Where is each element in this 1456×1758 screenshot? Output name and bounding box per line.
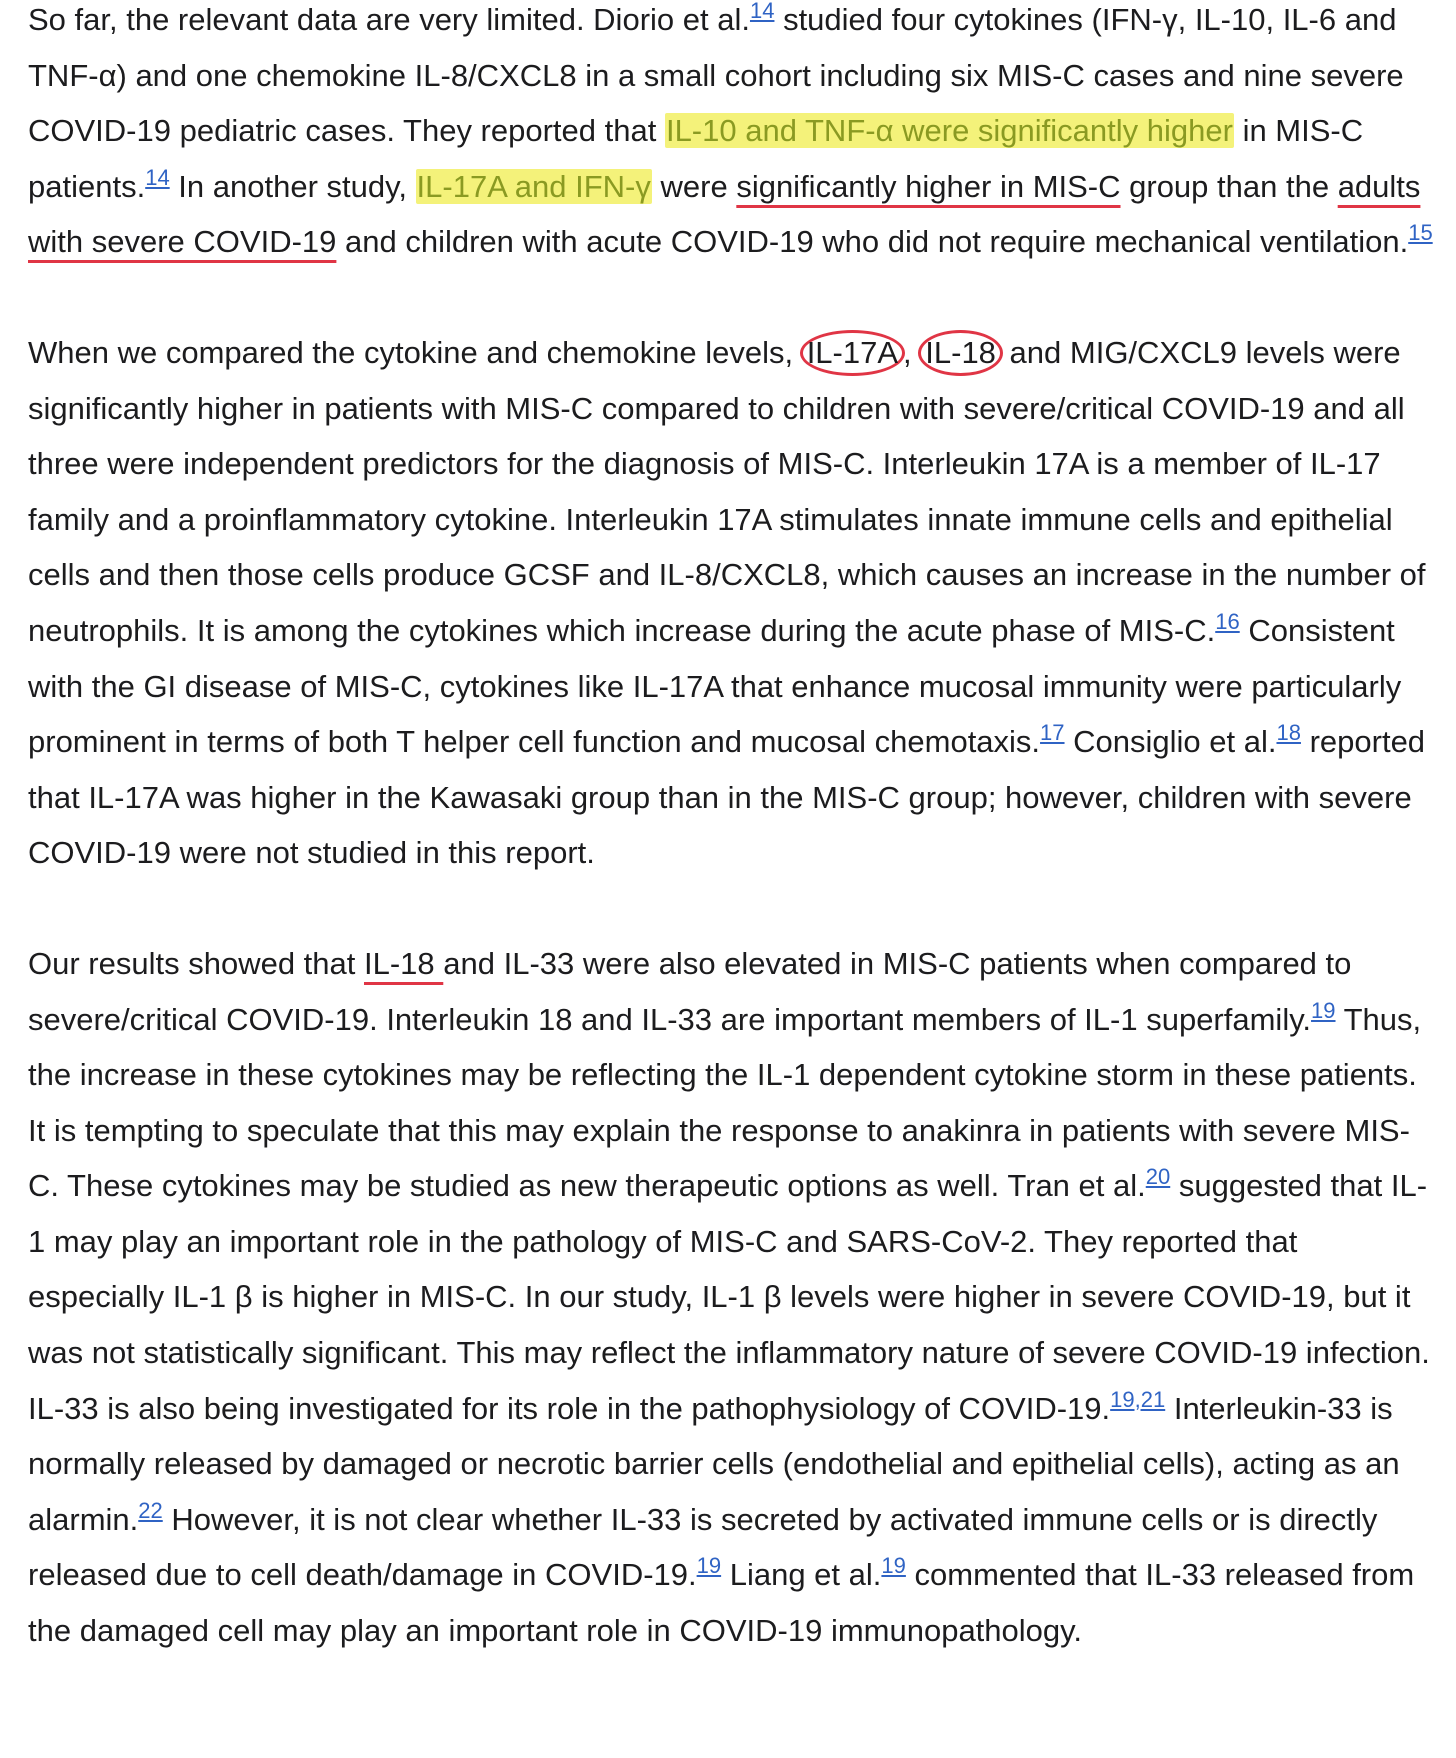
citation-link-18[interactable]: 18	[1276, 720, 1301, 746]
citation-link-22[interactable]: 22	[138, 1497, 163, 1523]
paragraph-1	[28, 0, 1438, 270]
citation-link-16[interactable]: 16	[1215, 608, 1240, 634]
text-span: group than the	[1120, 168, 1338, 204]
text-span: were	[651, 168, 737, 204]
text-span: Interleukin-33 is normally released by damaged or necrotic barrier cells (endothelial and epithelial cells), acting as an alarmin.	[28, 1390, 1400, 1537]
red-underline-annotation: adults with severe COVID-19	[28, 168, 1421, 260]
citation-link-14[interactable]: 14	[145, 164, 170, 190]
red-underline-annotation: significantly higher in MIS-C	[736, 168, 1121, 204]
text-span: When we compared the cytokine and chemokine levels,	[28, 334, 802, 370]
text-span: and children with acute COVID-19 who did not require mechanical ventilation.	[336, 224, 1409, 260]
text-span: reported that IL-17A was higher in the Kawasaki group than in the MIS-C group; however, children with severe COVID-19 were not studied in this report.	[28, 724, 1426, 871]
text-span: Liang et al.	[721, 1557, 882, 1593]
citation-link-19[interactable]: 19	[1311, 997, 1336, 1023]
paragraph-2	[28, 325, 1438, 881]
text-span: Consiglio et al.	[1064, 724, 1277, 760]
citation-link-19[interactable]: 19	[881, 1553, 906, 1579]
red-circle-annotation: IL-17A	[800, 330, 905, 376]
paragraph-3	[28, 936, 1438, 1659]
citation-link-15[interactable]: 15	[1408, 220, 1433, 246]
yellow-highlight: IL-10 and TNF-α were significantly higher	[665, 113, 1233, 149]
text-span: So far, the relevant data are very limited. Diorio et al.	[28, 2, 750, 37]
text-span: In another study,	[169, 168, 416, 204]
citation-link-19-21[interactable]: 19,21	[1110, 1386, 1166, 1412]
text-span: Thus, the increase in these cytokines may be reflecting the IL-1 dependent cytokine storm in these patients. It is tempting to speculate that this may explain the response to anakinra in patients with severe MIS-C. These cytokines may be studied as new therapeutic options as well. Tran et al.	[28, 1001, 1422, 1204]
text-span: and IL-33 were also elevated in MIS-C patients when compared to severe/critical COVID-19. Interleukin 18 and IL-33 are important members of IL-1 superfamily.	[28, 945, 1352, 1037]
text-span: suggested that IL-1 may play an important role in the pathology of MIS-C and SARS-CoV-2. They reported that especially IL-1 β is higher in MIS-C. In our study, IL-1 β levels were higher in severe COVID-19, but it was not statistically significant. This may reflect the inflammatory nature of severe COVID-19 infection. IL-33 is also being investigated for its role in the pathophysiology of COVID-19.	[28, 1168, 1430, 1426]
citation-link-19[interactable]: 19	[696, 1553, 722, 1579]
red-underline-annotation: IL-18	[364, 945, 444, 981]
citation-link-17[interactable]: 17	[1040, 720, 1065, 746]
text-span: ,	[903, 334, 921, 370]
yellow-highlight: IL-17A and IFN-γ	[416, 168, 651, 204]
text-span: studied four cytokines (IFN-γ, IL-10, IL-6 and TNF-α) and one chemokine IL-8/CXCL8 in a small cohort including six MIS-C cases and nine severe COVID-19 pediatric cases. They reported that	[28, 2, 1404, 149]
text-span: Our results showed that	[28, 945, 364, 981]
text-span: and MIG/CXCL9 levels were significantly higher in patients with MIS-C compared to children with severe/critical COVID-19 and all three were independent predictors for the diagnosis of MIS-C. Interleukin 17A is a member of IL-17 family and a proinflammatory cytokine. Interleukin 17A stimulates innate immune cells and epithelial cells and then those cells produce GCSF and IL-8/CXCL8, which causes an increase in the number of neutrophils. It is among the cytokines which increase during the acute phase of MIS-C.	[28, 334, 1426, 648]
text-span: However, it is not clear whether IL-33 is secreted by activated immune cells or is directly released due to cell death/damage in COVID-19.	[28, 1501, 1378, 1593]
red-circle-annotation: IL-18	[918, 330, 1003, 376]
article-body	[28, 0, 1438, 1714]
text-span: in MIS-C patients.	[28, 113, 1364, 204]
text-span: commented that IL-33 released from the damaged cell may play an important role in COVID-19 immunopathology.	[28, 1557, 1415, 1649]
citation-link-20[interactable]: 20	[1145, 1164, 1171, 1190]
text-span: Consistent with the GI disease of MIS-C, cytokines like IL-17A that enhance mucosal immunity were particularly prominent in terms of both T helper cell function and mucosal chemotaxis.	[28, 612, 1402, 760]
citation-link-14[interactable]: 14	[749, 0, 775, 23]
